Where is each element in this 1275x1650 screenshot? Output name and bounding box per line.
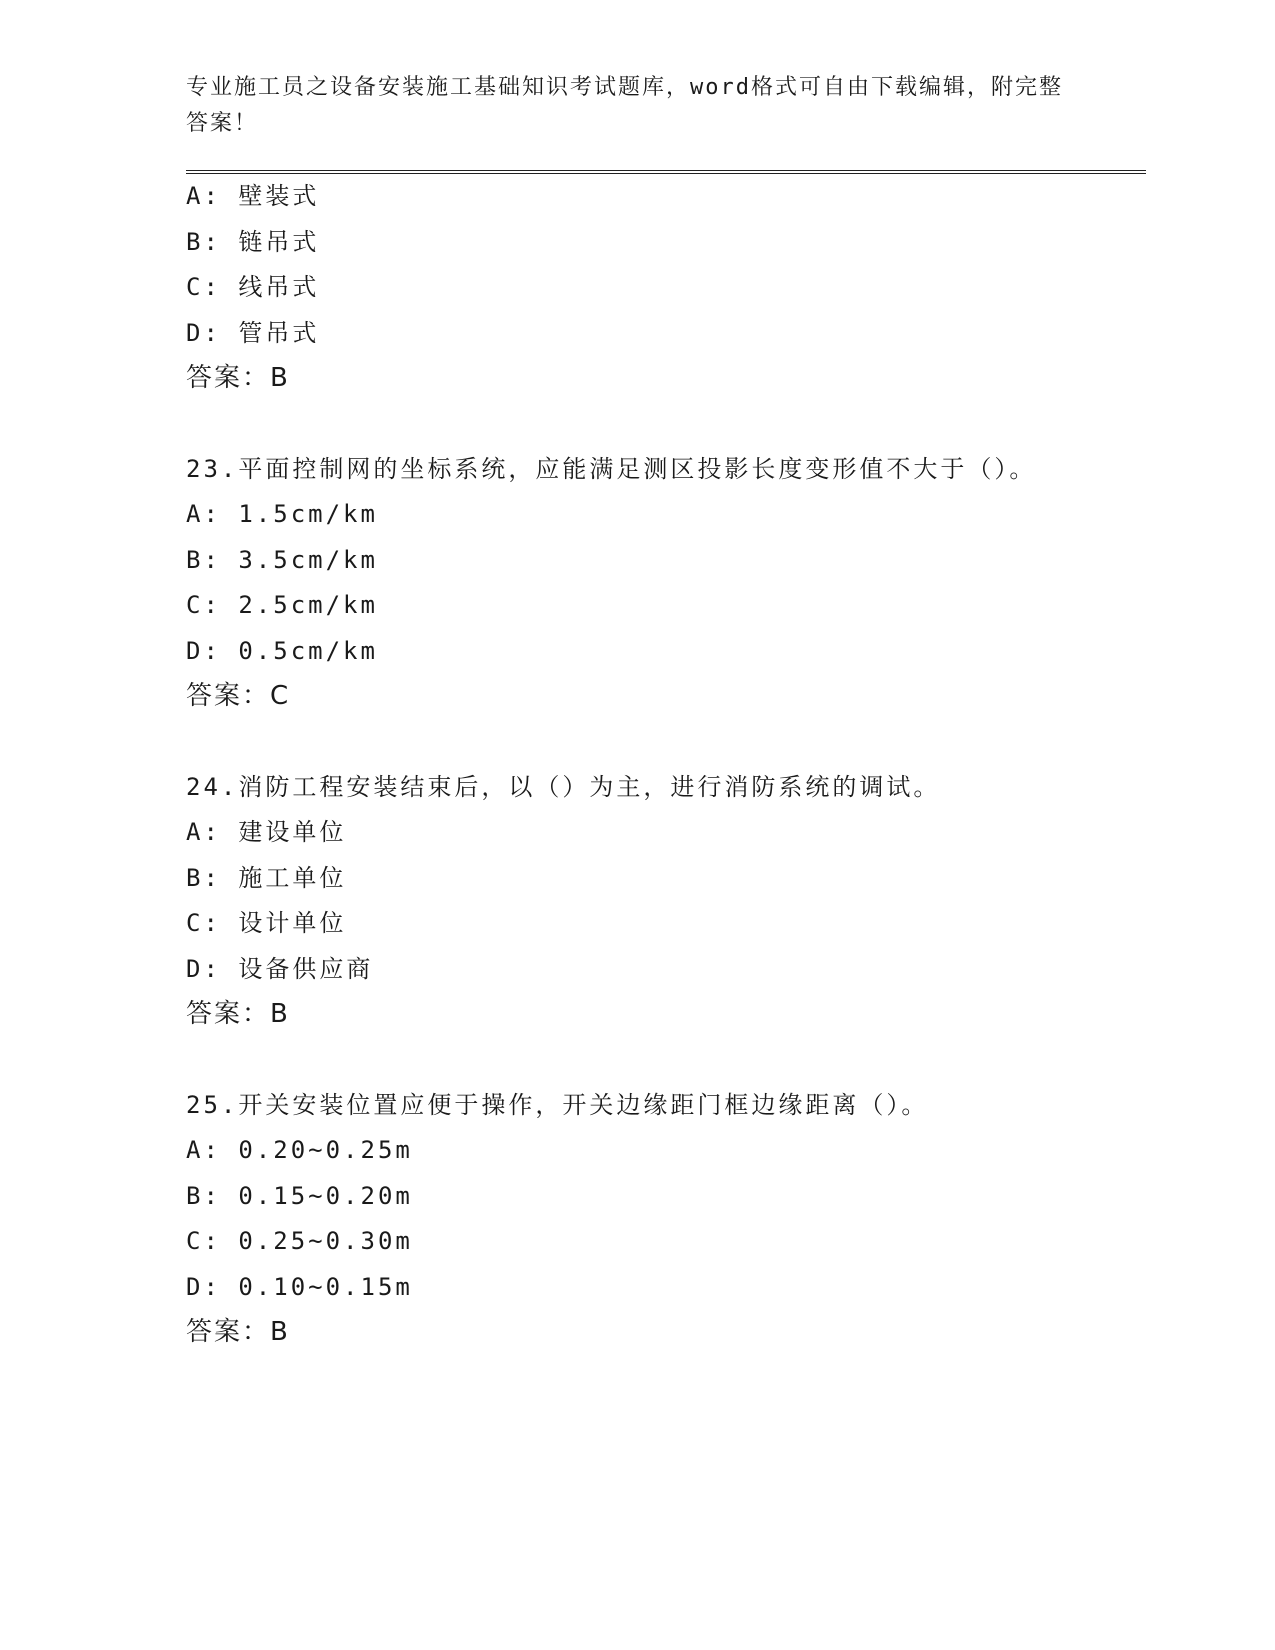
option-a: A: 建设单位 (186, 818, 347, 846)
option-a: A: 0.20~0.25m (186, 1136, 413, 1164)
question-22-partial (186, 174, 1146, 402)
option-d: D: 0.10~0.15m (186, 1272, 413, 1301)
option-b: B: 0.15~0.20m (186, 1181, 413, 1210)
option-c: C: 2.5cm/km (186, 591, 378, 619)
answer-line: 答案：C (186, 681, 291, 711)
option-d: D: 0.5cm/km (186, 636, 378, 665)
option-b: B: 施工单位 (186, 863, 347, 892)
option-c: C: 设计单位 (186, 909, 347, 937)
option-a: A: 1.5cm/km (186, 500, 378, 528)
question-23 (186, 447, 1146, 720)
option-c: C: 线吊式 (186, 273, 320, 301)
option-d: D: 管吊式 (186, 318, 320, 347)
question-text: 23.平面控制网的坐标系统，应能满足测区投影长度变形值不大于（）。 (186, 454, 1037, 483)
answer-line: 答案：B (186, 1317, 290, 1347)
option-b: B: 3.5cm/km (186, 545, 378, 574)
question-text: 24.消防工程安装结束后，以（）为主，进行消防系统的调试。 (186, 772, 941, 801)
question-25 (186, 1083, 1146, 1356)
option-d: D: 设备供应商 (186, 954, 374, 983)
option-b: B: 链吊式 (186, 227, 320, 256)
option-c: C: 0.25~0.30m (186, 1227, 413, 1255)
answer-line: 答案：B (186, 999, 290, 1029)
answer-line: 答案：B (186, 363, 290, 393)
document-header: 专业施工员之设备安装施工基础知识考试题库，word格式可自由下载编辑，附完整答案！ (186, 75, 1063, 136)
question-text: 25.开关安装位置应便于操作，开关边缘距门框边缘距离（）。 (186, 1090, 929, 1119)
option-a: A: 壁装式 (186, 182, 320, 210)
document-page (186, 70, 1146, 1356)
question-24 (186, 765, 1146, 1038)
